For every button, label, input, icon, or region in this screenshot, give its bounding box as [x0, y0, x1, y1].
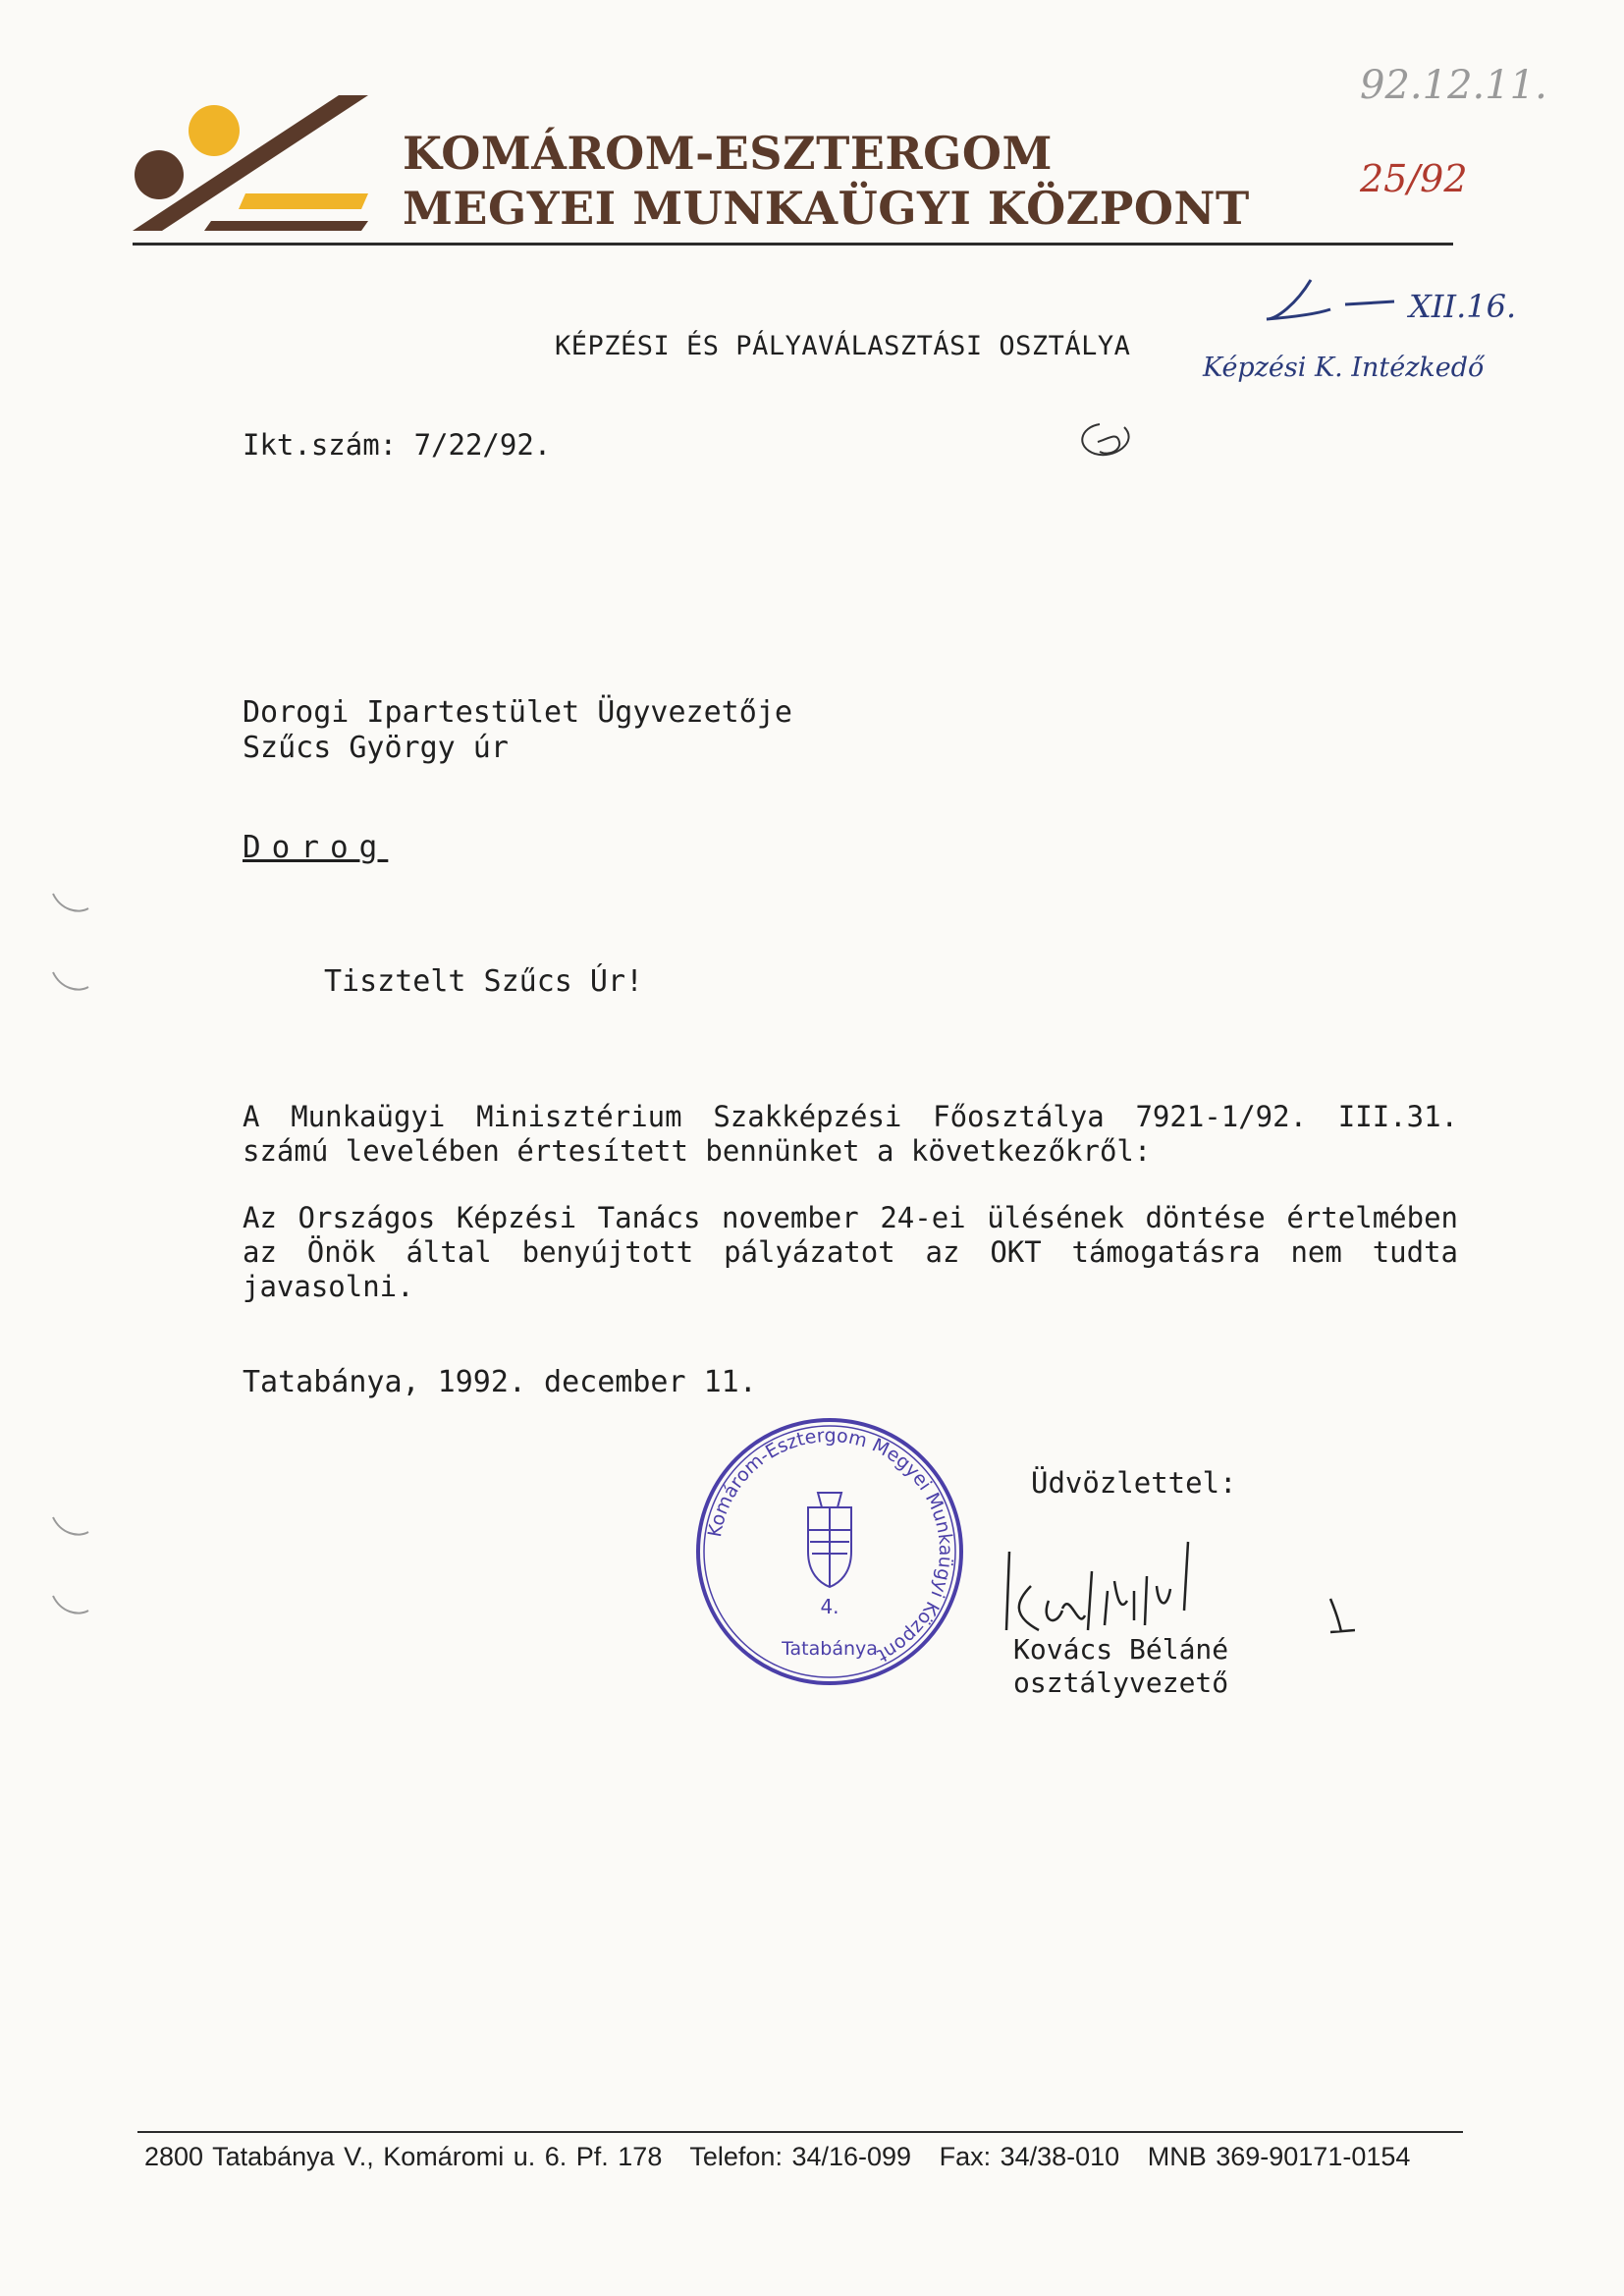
header-divider — [133, 243, 1453, 246]
official-stamp — [692, 1414, 967, 1689]
stamp-city: Tatabánya — [782, 1638, 878, 1660]
stamp-number: 4. — [820, 1595, 839, 1618]
handwritten-mark-icon — [1070, 412, 1149, 471]
reference-number: Ikt.szám: 7/22/92. — [243, 428, 552, 462]
closing-greeting: Üdvözlettel: — [1031, 1466, 1237, 1500]
stamp-ring-text: Komárom-Esztergom Megyei Munkaügyi Központ — [704, 1424, 957, 1667]
handwritten-received-date — [1355, 54, 1591, 118]
punch-hole-icon — [51, 967, 90, 997]
place-and-date: Tatabánya, 1992. december 11. — [243, 1365, 757, 1399]
punch-hole-icon — [51, 889, 90, 918]
recipient-person: Szűcs György úr — [243, 731, 509, 765]
recipient-city: Dorog — [243, 830, 389, 865]
handwritten-routing-note — [1198, 260, 1542, 408]
footer — [144, 2142, 1460, 2172]
signer-title: osztályvezető — [1013, 1667, 1229, 1699]
handwritten-routing-date: XII.16. — [1409, 288, 1517, 325]
signer-block — [1013, 1633, 1228, 1700]
punch-hole-icon — [51, 1591, 90, 1620]
footer-fax: Fax: 34/38-010 — [939, 2142, 1120, 2171]
handwritten-file-number — [1355, 133, 1502, 226]
punch-hole-icon — [51, 1512, 90, 1542]
footer-divider — [137, 2131, 1463, 2133]
department-name: KÉPZÉSI ÉS PÁLYAVÁLASZTÁSI OSZTÁLYA — [555, 331, 1131, 361]
handwritten-file-number-text: 25/92 — [1360, 157, 1468, 200]
signature-icon — [1001, 1532, 1355, 1645]
recipient-block — [243, 695, 792, 766]
coat-of-arms-icon — [808, 1493, 851, 1587]
recipient-organization: Dorogi Ipartestület Ügyvezetője — [243, 695, 792, 730]
body-paragraph-1: A Munkaügyi Minisztérium Szakképzési Főosztálya 7921-1/92. III.31. számú levelében értesített bennünket a következőkről: — [243, 1100, 1458, 1168]
salutation: Tisztelt Szűcs Úr! — [324, 964, 644, 999]
footer-phone: Telefon: 34/16-099 — [689, 2142, 912, 2171]
logo-icon — [128, 93, 368, 236]
footer-address: 2800 Tatabánya V., Komáromi u. 6. Pf. 178 — [144, 2142, 663, 2171]
signer-name: Kovács Béláné — [1013, 1633, 1229, 1666]
handwritten-routing-text: Képzési K. Intézkedő — [1203, 353, 1485, 383]
organization-name-line1: KOMÁROM-ESZTERGOM — [403, 127, 1053, 180]
handwritten-received-date-text: 92.12.11. — [1360, 63, 1547, 108]
organization-name-line2: MEGYEI MUNKAÜGYI KÖZPONT — [403, 182, 1250, 235]
organization-name — [403, 126, 1250, 236]
footer-bank: MNB 369-90171-0154 — [1147, 2142, 1411, 2171]
body-paragraph-2: Az Országos Képzési Tanács november 24-ei ülésének döntése értelmében az Önök által benyújtott pályázatot az OKT támogatásra nem tudta javasolni. — [243, 1201, 1458, 1303]
